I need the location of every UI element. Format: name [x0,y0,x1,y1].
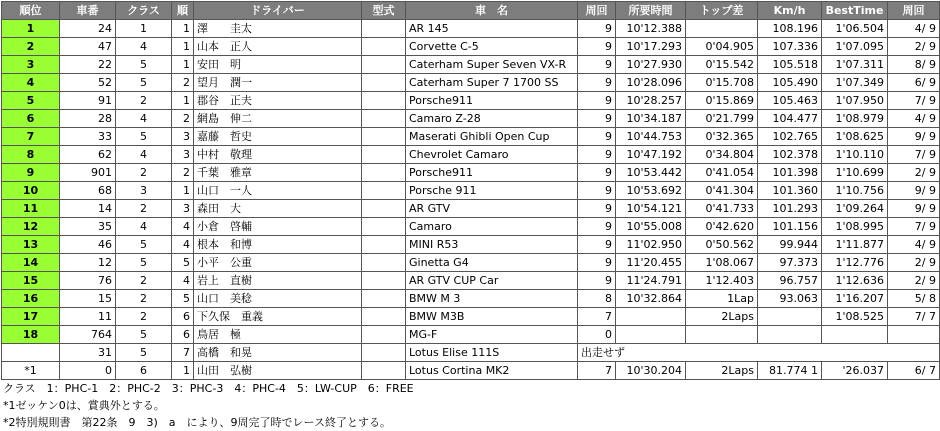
best-lap-cell: 2/ 9 [888,272,940,290]
driver-cell: 小倉 啓輔 [194,218,362,236]
driver-cell: 山田 弘樹 [194,362,362,380]
best-time-cell: 1'08.625 [822,128,888,146]
gap-cell: 1'12.403 [686,272,758,290]
gap-cell: 0'21.799 [686,110,758,128]
best-lap-cell: 9/ 9 [888,200,940,218]
table-row [2,272,940,290]
speed-cell: 101.293 [758,200,822,218]
car-name-cell: Porsche 911 [406,182,578,200]
class-position-cell: 5 [172,254,194,272]
speed-cell: 105.490 [758,74,822,92]
class-cell: 4 [116,110,172,128]
gap-cell: 2Laps [686,308,758,326]
car-name-cell: BMW M3B [406,308,578,326]
driver-cell: 安田 明 [194,56,362,74]
position-cell: 7 [2,128,60,146]
driver-cell: 小平 公重 [194,254,362,272]
header-col-best-time: BestTime [822,2,888,20]
total-time-cell [616,308,686,326]
speed-cell: 81.774 1 [758,362,822,380]
class-cell: 2 [116,164,172,182]
class-cell: 5 [116,344,172,362]
laps-cell: 9 [578,110,616,128]
best-time-cell [822,326,888,344]
car-name-cell: Ginetta G4 [406,254,578,272]
car-name-cell: BMW M 3 [406,290,578,308]
car-name-cell: Camaro [406,218,578,236]
total-time-cell: 10'54.121 [616,200,686,218]
header-col-best-lap: 周回 [888,2,940,20]
laps-cell: 9 [578,182,616,200]
class-cell: 4 [116,38,172,56]
note-classes: クラス 1：PHC-1 2：PHC-2 3：PHC-3 4：PHC-4 5：LW-CUP 6：FREE [3,382,414,395]
position-cell: 1 [2,20,60,38]
status-cell: 出走せず [578,344,940,362]
total-time-cell: 10'44.753 [616,128,686,146]
best-time-cell: 1'09.264 [822,200,888,218]
table-row [2,146,940,164]
driver-cell: 山口 美稔 [194,290,362,308]
model-cell [362,326,406,344]
speed-cell [758,326,822,344]
car-number-cell: 15 [60,290,116,308]
total-time-cell: 10'28.257 [616,92,686,110]
table-row [2,128,940,146]
total-time-cell [616,326,686,344]
laps-cell: 9 [578,146,616,164]
car-name-cell: Caterham Super 7 1700 SS [406,74,578,92]
car-name-cell: AR 145 [406,20,578,38]
total-time-cell: 11'02.950 [616,236,686,254]
header-col-gap: トップ差 [686,2,758,20]
laps-cell: 9 [578,56,616,74]
car-number-cell: 0 [60,362,116,380]
class-cell: 2 [116,308,172,326]
class-position-cell: 6 [172,326,194,344]
class-position-cell: 1 [172,92,194,110]
best-lap-cell: 4/ 9 [888,236,940,254]
best-time-cell: 1'08.995 [822,218,888,236]
best-time-cell: 1'10.699 [822,164,888,182]
car-name-cell: Corvette C-5 [406,38,578,56]
car-number-cell: 22 [60,56,116,74]
table-row [2,74,940,92]
best-time-cell: 1'11.877 [822,236,888,254]
position-cell: 17 [2,308,60,326]
best-time-cell: 1'16.207 [822,290,888,308]
class-position-cell: 1 [172,182,194,200]
car-name-cell: Caterham Super Seven VX-R [406,56,578,74]
position-cell: 3 [2,56,60,74]
total-time-cell: 10'30.204 [616,362,686,380]
speed-cell: 104.477 [758,110,822,128]
car-number-cell: 11 [60,308,116,326]
header-col-class-position: 順 [172,2,194,20]
laps-cell: 7 [578,362,616,380]
driver-cell: 網島 伸二 [194,110,362,128]
best-time-cell: 1'12.776 [822,254,888,272]
car-number-cell: 68 [60,182,116,200]
car-name-cell: Maserati Ghibli Open Cup [406,128,578,146]
car-number-cell: 14 [60,200,116,218]
position-cell: 2 [2,38,60,56]
car-number-cell: 62 [60,146,116,164]
driver-cell: 山本 正人 [194,38,362,56]
car-number-cell: 31 [60,344,116,362]
laps-cell: 7 [578,308,616,326]
best-lap-cell: 2/ 9 [888,254,940,272]
class-position-cell: 1 [172,362,194,380]
best-lap-cell: 6/ 9 [888,74,940,92]
class-cell: 5 [116,74,172,92]
laps-cell: 9 [578,272,616,290]
laps-cell: 9 [578,74,616,92]
car-number-cell: 35 [60,218,116,236]
driver-cell: 高橋 和晃 [194,344,362,362]
total-time-cell: 10'34.187 [616,110,686,128]
car-name-cell: AR GTV CUP Car [406,272,578,290]
total-time-cell: 10'53.442 [616,164,686,182]
position-cell: 14 [2,254,60,272]
class-position-cell: 1 [172,56,194,74]
table-row [2,92,940,110]
position-cell: 10 [2,182,60,200]
class-position-cell: 2 [172,110,194,128]
gap-cell: 0'41.304 [686,182,758,200]
speed-cell: 105.463 [758,92,822,110]
table-row [2,200,940,218]
position-cell: 11 [2,200,60,218]
table-row [2,218,940,236]
gap-cell: 1Lap [686,290,758,308]
speed-cell: 102.765 [758,128,822,146]
header-col-laps: 周回 [578,2,616,20]
best-lap-cell: 7/ 7 [888,308,940,326]
header-col-total-time: 所要時間 [616,2,686,20]
total-time-cell: 10'47.192 [616,146,686,164]
model-cell [362,290,406,308]
position-cell: 8 [2,146,60,164]
driver-cell: 岩上 直樹 [194,272,362,290]
class-cell: 2 [116,92,172,110]
model-cell [362,92,406,110]
best-lap-cell: 9/ 9 [888,182,940,200]
best-lap-cell: 9/ 9 [888,128,940,146]
car-number-cell: 46 [60,236,116,254]
class-cell: 4 [116,218,172,236]
gap-cell: 2Laps [686,362,758,380]
class-cell: 1 [116,20,172,38]
driver-cell: 山口 一人 [194,182,362,200]
model-cell [362,128,406,146]
model-cell [362,362,406,380]
position-cell: 16 [2,290,60,308]
car-name-cell: Lotus Elise 111S [406,344,578,362]
model-cell [362,236,406,254]
header-col-speed: Km/h [758,2,822,20]
driver-cell: 千葉 雅章 [194,164,362,182]
position-cell: 9 [2,164,60,182]
class-position-cell: 1 [172,20,194,38]
best-lap-cell: 7/ 9 [888,218,940,236]
model-cell [362,182,406,200]
laps-cell: 9 [578,20,616,38]
total-time-cell: 10'12.388 [616,20,686,38]
gap-cell: 0'41.733 [686,200,758,218]
total-time-cell: 11'24.791 [616,272,686,290]
total-time-cell: 10'17.293 [616,38,686,56]
table-row [2,290,940,308]
position-cell: 4 [2,74,60,92]
total-time-cell: 10'53.692 [616,182,686,200]
results-sheet [1,1,936,431]
laps-cell: 9 [578,164,616,182]
class-position-cell: 2 [172,164,194,182]
table-row [2,110,940,128]
position-cell: 5 [2,92,60,110]
header-col-car-number: 車番 [60,2,116,20]
car-number-cell: 24 [60,20,116,38]
results-table [1,1,940,380]
best-lap-cell [888,326,940,344]
car-name-cell: MG-F [406,326,578,344]
model-cell [362,56,406,74]
table-row [2,236,940,254]
gap-cell: 0'50.562 [686,236,758,254]
table-row [2,38,940,56]
gap-cell [686,20,758,38]
best-time-cell: 1'10.110 [822,146,888,164]
best-lap-cell: 5/ 8 [888,290,940,308]
gap-cell: 0'34.804 [686,146,758,164]
speed-cell: 96.757 [758,272,822,290]
best-lap-cell: 2/ 9 [888,38,940,56]
speed-cell: 107.336 [758,38,822,56]
laps-cell: 9 [578,254,616,272]
class-cell: 5 [116,128,172,146]
car-name-cell: Camaro Z-28 [406,110,578,128]
table-row [2,164,940,182]
table-row-excluded [2,362,940,380]
class-position-cell: 4 [172,236,194,254]
model-cell [362,110,406,128]
class-position-cell: 6 [172,308,194,326]
model-cell [362,308,406,326]
gap-cell: 0'15.542 [686,56,758,74]
best-time-cell: 1'07.095 [822,38,888,56]
model-cell [362,20,406,38]
best-time-cell: 1'08.979 [822,110,888,128]
laps-cell: 9 [578,200,616,218]
header-col-driver: ドライバー [194,2,362,20]
class-cell: 5 [116,326,172,344]
driver-cell: 鳥居 極 [194,326,362,344]
speed-cell: 108.196 [758,20,822,38]
car-name-cell: AR GTV [406,200,578,218]
speed-cell: 93.063 [758,290,822,308]
position-cell [2,344,60,362]
class-cell: 2 [116,290,172,308]
best-time-cell: 1'10.756 [822,182,888,200]
car-number-cell: 52 [60,74,116,92]
class-cell: 5 [116,56,172,74]
speed-cell: 101.360 [758,182,822,200]
speed-cell: 102.378 [758,146,822,164]
laps-cell: 9 [578,218,616,236]
class-position-cell: 3 [172,128,194,146]
header-col-car-name: 車 名 [406,2,578,20]
class-position-cell: 4 [172,272,194,290]
speed-cell: 101.398 [758,164,822,182]
class-cell: 6 [116,362,172,380]
driver-cell: 郡谷 正夫 [194,92,362,110]
table-row [2,56,940,74]
model-cell [362,272,406,290]
best-lap-cell: 2/ 9 [888,164,940,182]
position-cell: 13 [2,236,60,254]
gap-cell: 0'15.869 [686,92,758,110]
driver-cell: 望月 潤一 [194,74,362,92]
best-lap-cell: 6/ 7 [888,362,940,380]
class-cell: 5 [116,236,172,254]
car-number-cell: 33 [60,128,116,146]
speed-cell: 101.156 [758,218,822,236]
table-row [2,20,940,38]
car-number-cell: 76 [60,272,116,290]
class-cell: 2 [116,200,172,218]
speed-cell [758,308,822,326]
model-cell [362,74,406,92]
best-time-cell: 1'07.950 [822,92,888,110]
table-row [2,308,940,326]
class-position-cell: 3 [172,146,194,164]
table-row [2,326,940,344]
driver-cell: 下久保 重義 [194,308,362,326]
model-cell [362,38,406,56]
model-cell [362,200,406,218]
gap-cell: 0'41.054 [686,164,758,182]
notes [1,380,899,431]
class-position-cell: 4 [172,218,194,236]
car-number-cell: 764 [60,326,116,344]
total-time-cell: 11'20.455 [616,254,686,272]
header-col-model: 型式 [362,2,406,20]
note-race-end: *2特別規則書 第22条 9 3) a により、9周完了時でレース終了とする。 [3,416,391,429]
best-lap-cell: 7/ 9 [888,92,940,110]
car-number-cell: 47 [60,38,116,56]
gap-cell: 0'04.905 [686,38,758,56]
car-number-cell: 91 [60,92,116,110]
gap-cell: 0'42.620 [686,218,758,236]
laps-cell: 9 [578,236,616,254]
best-time-cell: 1'08.525 [822,308,888,326]
class-cell: 5 [116,254,172,272]
model-cell [362,146,406,164]
car-name-cell: MINI R53 [406,236,578,254]
class-cell: 3 [116,182,172,200]
car-name-cell: Chevrolet Camaro [406,146,578,164]
car-number-cell: 28 [60,110,116,128]
header-col-position: 順位 [2,2,60,20]
model-cell [362,344,406,362]
laps-cell: 9 [578,92,616,110]
driver-cell: 根本 和博 [194,236,362,254]
car-name-cell: Porsche911 [406,164,578,182]
class-cell: 4 [116,146,172,164]
model-cell [362,254,406,272]
driver-cell: 中村 敬理 [194,146,362,164]
best-time-cell: 1'07.311 [822,56,888,74]
table-row [2,254,940,272]
model-cell [362,164,406,182]
speed-cell: 99.944 [758,236,822,254]
speed-cell: 97.373 [758,254,822,272]
class-position-cell: 1 [172,38,194,56]
position-cell: 18 [2,326,60,344]
total-time-cell: 10'27.930 [616,56,686,74]
laps-cell: 8 [578,290,616,308]
table-row [2,182,940,200]
gap-cell: 1'08.067 [686,254,758,272]
best-time-cell: '26.037 [822,362,888,380]
car-number-cell: 12 [60,254,116,272]
class-position-cell: 5 [172,290,194,308]
car-name-cell: Lotus Cortina MK2 [406,362,578,380]
total-time-cell: 10'55.008 [616,218,686,236]
car-number-cell: 901 [60,164,116,182]
speed-cell: 105.518 [758,56,822,74]
class-position-cell: 3 [172,200,194,218]
total-time-cell: 10'28.096 [616,74,686,92]
position-cell: 15 [2,272,60,290]
laps-cell: 9 [578,128,616,146]
class-position-cell: 7 [172,344,194,362]
header-col-class: クラス [116,2,172,20]
best-time-cell: 1'12.636 [822,272,888,290]
driver-cell: 森田 大 [194,200,362,218]
laps-cell: 0 [578,326,616,344]
results-body [2,20,940,380]
gap-cell: 0'15.708 [686,74,758,92]
position-cell: *1 [2,362,60,380]
class-cell: 2 [116,272,172,290]
best-lap-cell: 8/ 9 [888,56,940,74]
driver-cell: 嘉藤 哲史 [194,128,362,146]
model-cell [362,218,406,236]
best-lap-cell: 4/ 9 [888,20,940,38]
car-name-cell: Porsche911 [406,92,578,110]
gap-cell: 0'32.365 [686,128,758,146]
note-excluded: *1ゼッケン0は、賞典外とする。 [3,399,165,412]
best-time-cell: 1'06.504 [822,20,888,38]
best-time-cell: 1'07.349 [822,74,888,92]
table-row-nonstarter [2,344,940,362]
gap-cell [686,326,758,344]
header-row [2,2,940,20]
total-time-cell: 10'32.864 [616,290,686,308]
best-lap-cell: 4/ 9 [888,110,940,128]
position-cell: 6 [2,110,60,128]
driver-cell: 澤 圭太 [194,20,362,38]
class-position-cell: 2 [172,74,194,92]
position-cell: 12 [2,218,60,236]
laps-cell: 9 [578,38,616,56]
best-lap-cell: 7/ 9 [888,146,940,164]
